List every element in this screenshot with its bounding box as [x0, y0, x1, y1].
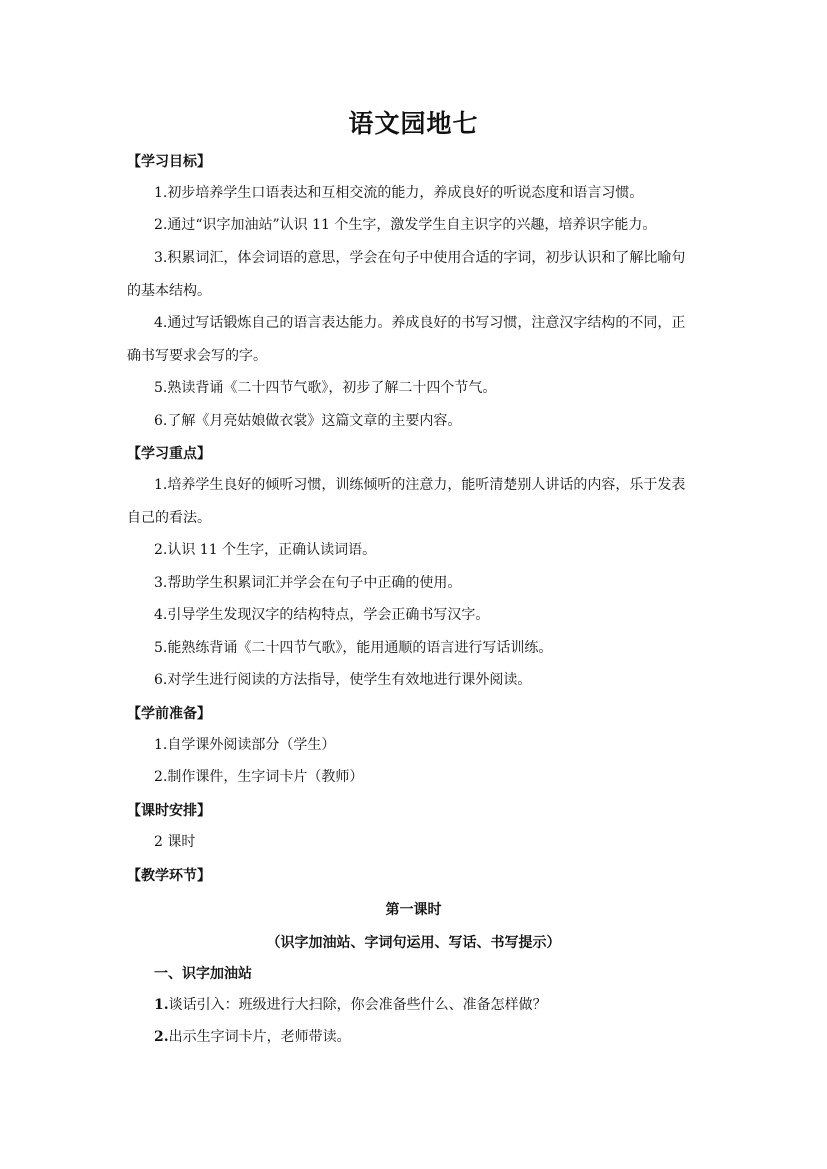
objective-item: 1.初步培养学生口语表达和互相交流的能力，养成良好的听说态度和语言习惯。: [154, 185, 644, 201]
step-number: 1.: [154, 997, 169, 1013]
focus-item: 5.能熟练背诵《二十四节气歌》，能用通顺的语言进行写话训练。: [154, 640, 553, 656]
step-text: 出示生字词卡片，老师带读。: [168, 1029, 351, 1045]
focus-item: 4.引导学生发现汉字的结构特点，学会正确书写汉字。: [154, 607, 490, 623]
focus-heading: 【学习重点】: [127, 446, 211, 462]
focus-item: 1.培养学生良好的倾听习惯，训练倾听的注意力，能听清楚别人讲话的内容，乐于发表: [154, 477, 686, 493]
prep-heading: 【学前准备】: [127, 706, 211, 722]
prep-item: 1.自学课外阅读部分（学生）: [154, 737, 336, 753]
objective-item: 2.通过“识字加油站”认识 11 个生字，激发学生自主识字的兴趣，培养识字能力。: [154, 217, 657, 233]
objective-item-continued: 的基本结构。: [127, 283, 211, 299]
prep-item: 2.制作课件，生字词卡片（教师）: [154, 769, 364, 785]
schedule-value: 2 课时: [154, 834, 196, 850]
step-number: 2.: [154, 1029, 169, 1045]
teaching-step: [154, 1027, 702, 1047]
page-title: 语文园地七: [348, 109, 479, 138]
objective-item: 5.熟读背诵《二十四节气歌》，初步了解二十四个节气。: [154, 380, 497, 396]
teaching-step: [154, 995, 702, 1015]
objective-item-continued: 确书写要求会写的字。: [127, 348, 267, 364]
lesson-title: 第一课时: [385, 902, 442, 918]
part-title: 一、识字加油站: [154, 966, 252, 982]
focus-item: 2.认识 11 个生字，正确认读词语。: [154, 542, 377, 558]
lesson-subtitle: （识字加油站、字词句运用、写话、书写提示）: [266, 935, 561, 951]
objective-item: 3.积累词汇，体会词语的意思，学会在句子中使用合适的字词，初步认识和了解比喻句: [154, 250, 686, 266]
focus-item: 3.帮助学生积累词汇并学会在句子中正确的使用。: [154, 575, 462, 591]
focus-item: 6.对学生进行阅读的方法指导，使学生有效地进行课外阅读。: [154, 672, 532, 688]
focus-item-continued: 自己的看法。: [127, 510, 211, 526]
objective-item: 4.通过写话锻炼自己的语言表达能力。养成良好的书写习惯，注意汉字结构的不同，正: [154, 315, 686, 331]
step-text: 谈话引入：班级进行大扫除，你会准备些什么、准备怎样做？: [168, 997, 547, 1013]
objectives-heading: 【学习目标】: [127, 154, 211, 170]
objective-item: 6.了解《月亮姑娘做衣裳》这篇文章的主要内容。: [154, 413, 462, 429]
schedule-heading: 【课时安排】: [127, 803, 211, 819]
teaching-heading: 【教学环节】: [127, 868, 211, 884]
